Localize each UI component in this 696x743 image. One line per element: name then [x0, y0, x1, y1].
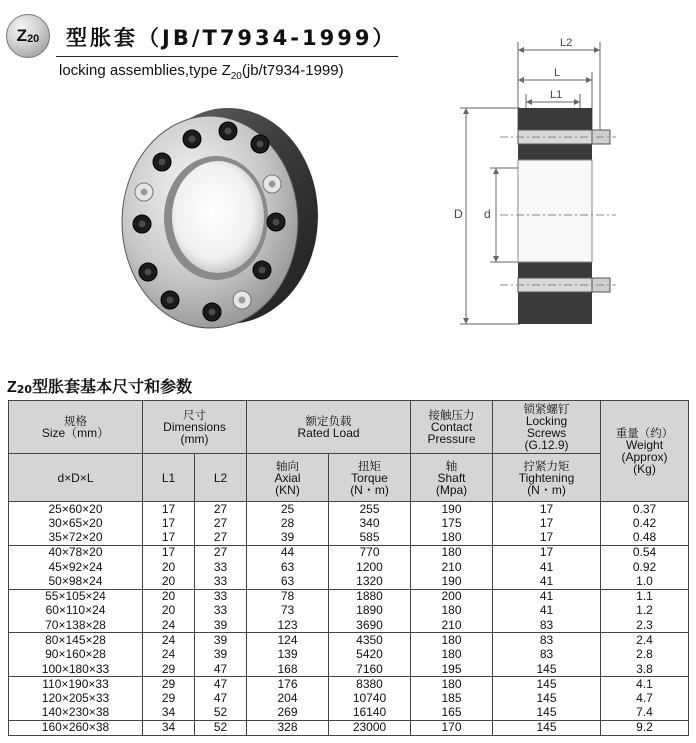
table-row: [9, 589, 689, 604]
cell-l1: 24: [143, 618, 195, 633]
cell-axial: 44: [247, 545, 329, 560]
cell-tightening: 17: [493, 516, 601, 531]
cell-shaft-pressure: 195: [411, 662, 493, 677]
cell-torque: 585: [329, 531, 411, 546]
cell-shaft-pressure: 180: [411, 647, 493, 662]
cell-tightening: 41: [493, 560, 601, 575]
cell-shaft-pressure: 180: [411, 545, 493, 560]
cell-torque: 4350: [329, 633, 411, 648]
lower-section: [518, 262, 592, 324]
cell-l2: 52: [195, 720, 247, 735]
cell-torque: 10740: [329, 691, 411, 706]
cell-axial: 63: [247, 560, 329, 575]
cell-tightening: 83: [493, 633, 601, 648]
cell-l1: 20: [143, 574, 195, 589]
cell-weight: 0.54: [601, 545, 689, 560]
cell-l2: 33: [195, 560, 247, 575]
cell-l1: 17: [143, 531, 195, 546]
cell-shaft-pressure: 190: [411, 502, 493, 517]
cell-l2: 33: [195, 574, 247, 589]
cell-size: 100×180×33: [9, 662, 143, 677]
cell-l2: 47: [195, 662, 247, 677]
cell-torque: 3690: [329, 618, 411, 633]
cell-shaft-pressure: 165: [411, 706, 493, 721]
title-divider: [56, 56, 398, 57]
cell-l1: 17: [143, 516, 195, 531]
cell-l1: 20: [143, 560, 195, 575]
header-locking-screws: 锁紧螺钉 Locking Screws (G.12.9): [493, 401, 601, 454]
table-row: [9, 720, 689, 735]
cell-weight: 7.4: [601, 706, 689, 721]
cell-weight: 0.37: [601, 502, 689, 517]
cell-l2: 27: [195, 531, 247, 546]
cell-torque: 23000: [329, 720, 411, 735]
cell-l2: 39: [195, 618, 247, 633]
cell-l2: 27: [195, 502, 247, 517]
cell-shaft-pressure: 190: [411, 574, 493, 589]
cell-l2: 47: [195, 677, 247, 692]
cell-size: 35×72×20: [9, 531, 143, 546]
cell-size: 25×60×20: [9, 502, 143, 517]
cell-weight: 2.3: [601, 618, 689, 633]
cell-l1: 24: [143, 647, 195, 662]
cell-shaft-pressure: 210: [411, 560, 493, 575]
cell-size: 45×92×24: [9, 560, 143, 575]
cell-axial: 63: [247, 574, 329, 589]
label-L2: L2: [560, 37, 573, 49]
table-row: [9, 706, 689, 721]
label-d: d: [484, 207, 491, 221]
cell-shaft-pressure: 185: [411, 691, 493, 706]
cell-torque: 770: [329, 545, 411, 560]
badge-main: Z: [16, 26, 28, 45]
cell-torque: 16140: [329, 706, 411, 721]
page-title: 型胀套（JB/T7934-1999）: [66, 26, 397, 50]
cell-l2: 47: [195, 691, 247, 706]
table-row: [9, 545, 689, 560]
cell-tightening: 83: [493, 647, 601, 662]
cell-l1: 34: [143, 706, 195, 721]
label-L: L: [554, 67, 561, 79]
header-torque: 扭矩 Torque (N・m): [329, 454, 411, 502]
subtitle-sub: 20: [230, 71, 242, 82]
label-L1: L1: [550, 89, 563, 101]
spec-table: [8, 400, 689, 736]
subtitle-prefix: locking assemblies,type Z: [59, 62, 231, 79]
section-title-prefix: Z: [7, 379, 17, 396]
cell-weight: 0.42: [601, 516, 689, 531]
cell-tightening: 17: [493, 545, 601, 560]
header-L1: L1: [143, 454, 195, 502]
cell-l1: 20: [143, 604, 195, 619]
cell-weight: 2.4: [601, 633, 689, 648]
cell-shaft-pressure: 210: [411, 618, 493, 633]
cell-torque: 7160: [329, 662, 411, 677]
badge-sub: 20: [27, 33, 40, 45]
technical-drawing: [440, 32, 640, 332]
cell-l2: 39: [195, 647, 247, 662]
table-row: [9, 502, 689, 517]
cell-axial: 204: [247, 691, 329, 706]
subtitle-suffix: (jb/t7934-1999): [241, 62, 344, 79]
cell-axial: 78: [247, 589, 329, 604]
cell-tightening: 83: [493, 618, 601, 633]
cell-size: 60×110×24: [9, 604, 143, 619]
cell-tightening: 41: [493, 604, 601, 619]
cell-l2: 39: [195, 633, 247, 648]
table-row: [9, 604, 689, 619]
cell-size: 70×138×28: [9, 618, 143, 633]
cell-weight: 4.7: [601, 691, 689, 706]
cell-torque: 255: [329, 502, 411, 517]
header-L2: L2: [195, 454, 247, 502]
cell-axial: 139: [247, 647, 329, 662]
header-size: 规格 Size（mm）: [9, 401, 143, 454]
table-row: [9, 560, 689, 575]
cell-torque: 1890: [329, 604, 411, 619]
cell-tightening: 17: [493, 531, 601, 546]
table-row: [9, 633, 689, 648]
cell-shaft-pressure: 180: [411, 633, 493, 648]
cell-torque: 340: [329, 516, 411, 531]
cell-tightening: 145: [493, 706, 601, 721]
cell-size: 55×105×24: [9, 589, 143, 604]
cell-torque: 8380: [329, 677, 411, 692]
cell-axial: 168: [247, 662, 329, 677]
cell-shaft-pressure: 180: [411, 604, 493, 619]
table-row: [9, 516, 689, 531]
cell-torque: 5420: [329, 647, 411, 662]
cell-l1: 29: [143, 691, 195, 706]
cell-size: 80×145×28: [9, 633, 143, 648]
cell-shaft-pressure: 200: [411, 589, 493, 604]
cell-tightening: 41: [493, 589, 601, 604]
cell-axial: 28: [247, 516, 329, 531]
cell-size: 90×160×28: [9, 647, 143, 662]
header-shaft: 轴 Shaft (Mpa): [411, 454, 493, 502]
cell-l1: 20: [143, 589, 195, 604]
table-row: [9, 677, 689, 692]
cell-tightening: 145: [493, 677, 601, 692]
cell-shaft-pressure: 180: [411, 531, 493, 546]
header-dimensions: 尺寸 Dimensions (mm): [143, 401, 247, 454]
cell-l1: 17: [143, 502, 195, 517]
cell-tightening: 145: [493, 691, 601, 706]
table-row: [9, 691, 689, 706]
header-tightening: 拧紧力矩 Tightening (N・m): [493, 454, 601, 502]
table-row: [9, 618, 689, 633]
cell-l2: 33: [195, 604, 247, 619]
cell-weight: 0.48: [601, 531, 689, 546]
cell-axial: 39: [247, 531, 329, 546]
cell-size: 50×98×24: [9, 574, 143, 589]
cell-size: 110×190×33: [9, 677, 143, 692]
cell-weight: 1.1: [601, 589, 689, 604]
cell-l2: 52: [195, 706, 247, 721]
cell-axial: 328: [247, 720, 329, 735]
cell-tightening: 41: [493, 574, 601, 589]
cell-tightening: 145: [493, 662, 601, 677]
cell-size: 160×260×38: [9, 720, 143, 735]
cell-axial: 124: [247, 633, 329, 648]
product-photo: [100, 104, 320, 336]
model-badge: [6, 14, 50, 58]
cell-weight: 3.8: [601, 662, 689, 677]
cell-tightening: 145: [493, 720, 601, 735]
shaft-region: [518, 160, 592, 262]
cell-shaft-pressure: 175: [411, 516, 493, 531]
cell-shaft-pressure: 170: [411, 720, 493, 735]
header-dxDxL: d×D×L: [9, 454, 143, 502]
cell-l2: 27: [195, 545, 247, 560]
table-row: [9, 647, 689, 662]
cell-torque: 1320: [329, 574, 411, 589]
cell-axial: 269: [247, 706, 329, 721]
cell-weight: 9.2: [601, 720, 689, 735]
cell-weight: 1.2: [601, 604, 689, 619]
cell-l1: 17: [143, 545, 195, 560]
cell-torque: 1880: [329, 589, 411, 604]
label-D: D: [454, 207, 463, 221]
header-contact-pressure: 接触压力 Contact Pressure: [411, 401, 493, 454]
cell-weight: 0.92: [601, 560, 689, 575]
cell-axial: 123: [247, 618, 329, 633]
header-axial: 轴向 Axial (KN): [247, 454, 329, 502]
cell-weight: 2.8: [601, 647, 689, 662]
cell-shaft-pressure: 180: [411, 677, 493, 692]
header-weight: 重量（约） Weight (Approx) (Kg): [601, 401, 689, 502]
section-title-suffix: 型胀套基本尺寸和参数: [32, 377, 193, 396]
cell-weight: 4.1: [601, 677, 689, 692]
section-title: [7, 374, 192, 397]
cell-l1: 29: [143, 662, 195, 677]
cell-l1: 24: [143, 633, 195, 648]
cell-axial: 73: [247, 604, 329, 619]
page-subtitle: [59, 62, 344, 82]
cell-size: 140×230×38: [9, 706, 143, 721]
ring-bore: [172, 161, 264, 273]
cell-size: 40×78×20: [9, 545, 143, 560]
table-row: [9, 662, 689, 677]
cell-l1: 34: [143, 720, 195, 735]
cell-size: 30×65×20: [9, 516, 143, 531]
cell-axial: 176: [247, 677, 329, 692]
cell-l2: 33: [195, 589, 247, 604]
cell-l2: 27: [195, 516, 247, 531]
section-title-sub: 20: [16, 383, 33, 396]
cell-torque: 1200: [329, 560, 411, 575]
cell-l1: 29: [143, 677, 195, 692]
table-row: [9, 531, 689, 546]
cell-tightening: 17: [493, 502, 601, 517]
spec-table-body: [9, 502, 689, 736]
cell-size: 120×205×33: [9, 691, 143, 706]
cell-weight: 1.0: [601, 574, 689, 589]
table-row: [9, 574, 689, 589]
cell-axial: 25: [247, 502, 329, 517]
header-rated-load: 额定负载 Rated Load: [247, 401, 411, 454]
